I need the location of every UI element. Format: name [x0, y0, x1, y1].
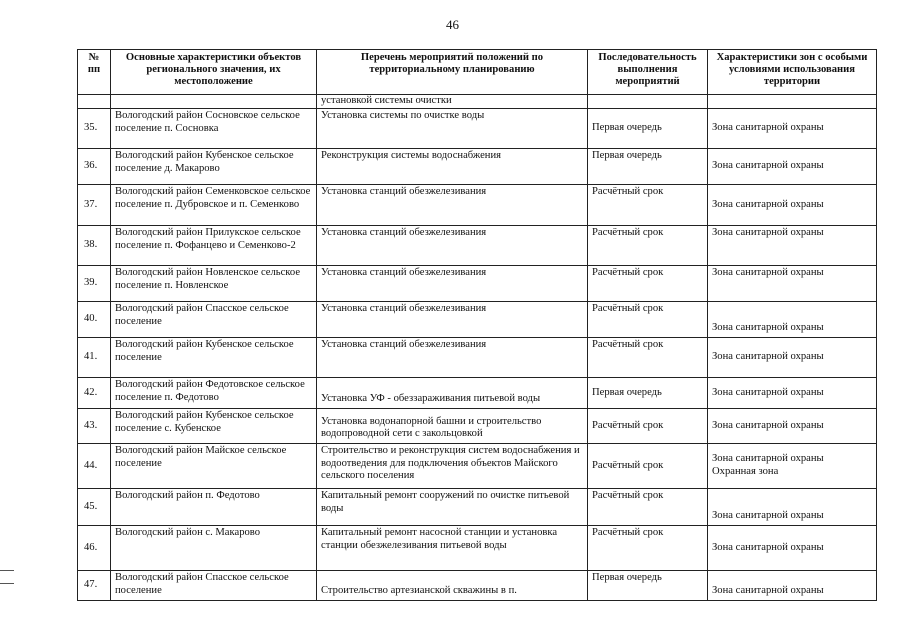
continuation-row [78, 95, 877, 109]
cell-object: Вологодский район Семенковское сельское поселение п. Дубровское и п. Семенково [111, 185, 317, 226]
cell-order: Расчётный срок [588, 266, 708, 302]
planning-measures-table [77, 49, 877, 601]
cell-order [588, 95, 708, 109]
cell-number [78, 95, 111, 109]
table-row [78, 409, 877, 444]
cell-measure: Установка станций обезжелезивания [317, 338, 588, 378]
cell-order: Расчётный срок [588, 526, 708, 571]
cell-zone [708, 302, 877, 338]
table-row [78, 109, 877, 149]
cell-order: Расчётный срок [588, 226, 708, 266]
cell-measure: Установка УФ - обеззараживания питьевой воды [317, 378, 588, 409]
table-row [78, 338, 877, 378]
cell-order: Расчётный срок [588, 185, 708, 226]
table-row [78, 378, 877, 409]
zone-item: Зона санитарной охраны [712, 585, 824, 597]
cell-order: Расчётный срок [588, 302, 708, 338]
cell-measure: Строительство артезианской скважины в п. [317, 571, 588, 601]
cell-measure: Установка станций обезжелезивания [317, 185, 588, 226]
zone-item: Зона санитарной охраны [712, 122, 824, 134]
table-row [78, 489, 877, 526]
table-row [78, 571, 877, 601]
cell-number: 44. [78, 444, 111, 489]
zone-item: Зона санитарной охраны [712, 541, 824, 553]
zone-item: Зона санитарной охраны [712, 419, 824, 431]
cell-zone [708, 444, 877, 489]
cell-measure: Установка станций обезжелезивания [317, 226, 588, 266]
zone-item: Зона санитарной охраны [712, 510, 824, 522]
zone-item: Зона санитарной охраны [712, 386, 824, 398]
cell-object: Вологодский район п. Федотово [111, 489, 317, 526]
cell-zone [708, 489, 877, 526]
table-row [78, 226, 877, 266]
cell-number: 42. [78, 378, 111, 409]
cell-number: 36. [78, 149, 111, 185]
cell-number: 40. [78, 302, 111, 338]
cell-number: 45. [78, 489, 111, 526]
cell-zone [708, 571, 877, 601]
table-row [78, 185, 877, 226]
header-order: Последовательность выполнения мероприятий [588, 50, 708, 95]
cell-object: Вологодский район с. Макарово [111, 526, 317, 571]
cell-number: 43. [78, 409, 111, 444]
cell-number: 41. [78, 338, 111, 378]
cell-order: Первая очередь [588, 378, 708, 409]
cell-measure: Установка системы по очистке воды [317, 109, 588, 149]
zone-item: Зона санитарной охраны [712, 267, 824, 278]
cell-number: 37. [78, 185, 111, 226]
cell-zone [708, 109, 877, 149]
page-number: 46 [446, 17, 459, 32]
cell-object: Вологодский район Кубенское сельское поселение [111, 338, 317, 378]
table-header-row [78, 50, 877, 95]
cell-order: Расчётный срок [588, 444, 708, 489]
cell-order: Расчётный срок [588, 409, 708, 444]
header-object: Основные характеристики объектов регионального значения, их местоположение [111, 50, 317, 95]
header-number: № пп [78, 50, 111, 95]
cell-zone [708, 226, 877, 266]
cell-zone [708, 185, 877, 226]
cell-zone [708, 526, 877, 571]
cell-zone [708, 149, 877, 185]
zone-item: Зона санитарной охраны [712, 453, 824, 465]
zone-item: Охранная зона [712, 466, 779, 477]
table-row [78, 526, 877, 571]
zone-item: Зона санитарной охраны [712, 160, 824, 172]
cell-object: Вологодский район Майское сельское поселение [111, 444, 317, 489]
cell-object: Вологодский район Спасское сельское поселение [111, 302, 317, 338]
cell-number: 35. [78, 109, 111, 149]
table-row [78, 149, 877, 185]
header-zone: Характеристики зон с особыми условиями использования территории [708, 50, 877, 95]
cell-order: Расчётный срок [588, 489, 708, 526]
cell-measure: Реконструкция системы водоснабжения [317, 149, 588, 185]
cell-zone [708, 378, 877, 409]
margin-mark-lower [0, 583, 14, 584]
cell-number: 47. [78, 571, 111, 601]
cell-zone [708, 95, 877, 109]
cell-order: Расчётный срок [588, 338, 708, 378]
cell-measure: Капитальный ремонт сооружений по очистке питьевой воды [317, 489, 588, 526]
cell-number: 39. [78, 266, 111, 302]
cell-number: 38. [78, 226, 111, 266]
cell-object: Вологодский район Кубенское сельское поселение д. Макарово [111, 149, 317, 185]
table-row [78, 444, 877, 489]
cell-object: Вологодский район Новленское сельское поселение п. Новленское [111, 266, 317, 302]
table-row [78, 302, 877, 338]
table-row [78, 266, 877, 302]
cell-measure: Установка станций обезжелезивания [317, 302, 588, 338]
cell-measure: установкой системы очистки [317, 95, 588, 109]
cell-zone [708, 409, 877, 444]
zone-item: Зона санитарной охраны [712, 198, 824, 210]
cell-number: 46. [78, 526, 111, 571]
cell-measure: Строительство и реконструкция систем водоснабжения и водоотведения для подключения объектов Майского сельского поселения [317, 444, 588, 489]
cell-object: Вологодский район Сосновское сельское поселение п. Сосновка [111, 109, 317, 149]
cell-order: Первая очередь [588, 109, 708, 149]
cell-object: Вологодский район Федотовское сельское поселение п. Федотово [111, 378, 317, 409]
zone-item: Зона санитарной охраны [712, 322, 824, 334]
cell-measure: Капитальный ремонт насосной станции и установка станции обезжелезивания питьевой воды [317, 526, 588, 571]
zone-item: Зона санитарной охраны [712, 227, 824, 238]
cell-measure: Установка станций обезжелезивания [317, 266, 588, 302]
cell-measure: Установка водонапорной башни и строительство водопроводной сети с закольцовкой [317, 409, 588, 444]
cell-object [111, 95, 317, 109]
zone-item: Зона санитарной охраны [712, 351, 824, 363]
cell-object: Вологодский район Спасское сельское поселение [111, 571, 317, 601]
header-measure: Перечень мероприятий положений по территориальному планированию [317, 50, 588, 95]
margin-mark-upper [0, 570, 14, 571]
cell-zone [708, 338, 877, 378]
cell-order: Первая очередь [588, 571, 708, 601]
cell-object: Вологодский район Прилукское сельское поселение п. Фофанцево и Семенково-2 [111, 226, 317, 266]
cell-order: Первая очередь [588, 149, 708, 185]
cell-zone [708, 266, 877, 302]
cell-object: Вологодский район Кубенское сельское поселение с. Кубенское [111, 409, 317, 444]
